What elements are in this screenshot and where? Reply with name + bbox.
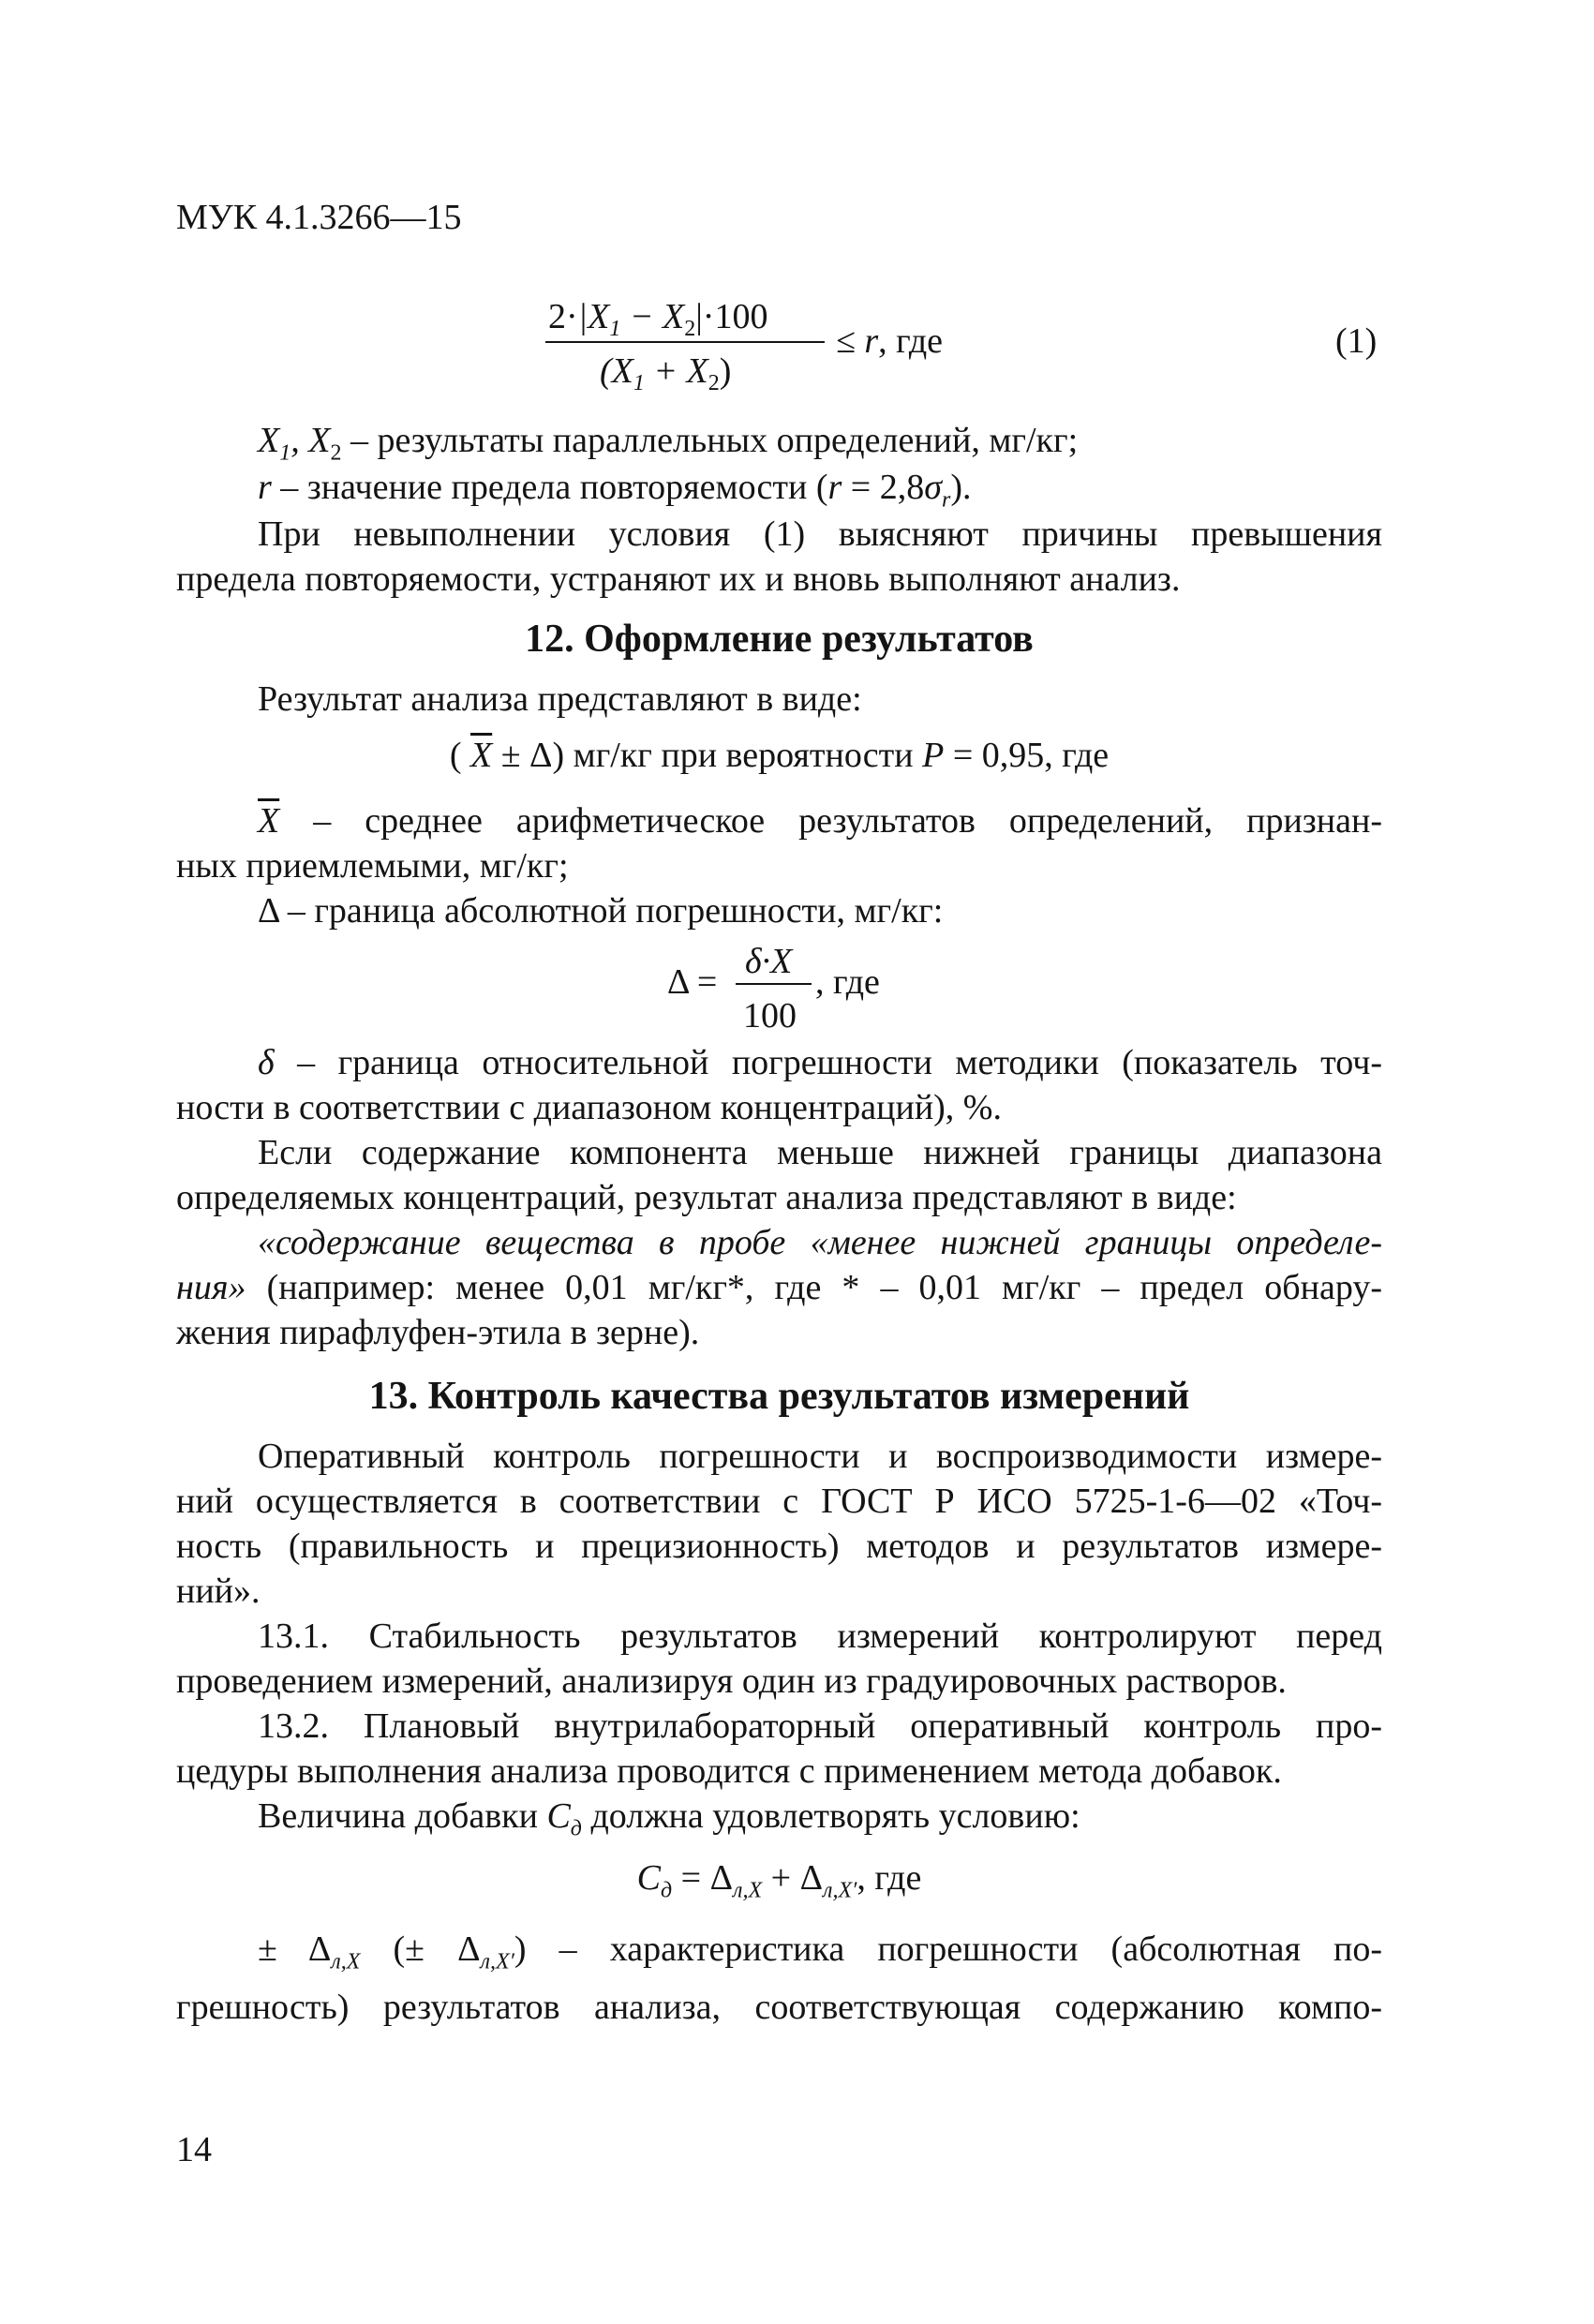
paragraph-line: Если содержание компонента меньше нижней границы диапазона bbox=[258, 1133, 1382, 1172]
section-heading-13: 13. Контроль качества результатов измерений bbox=[368, 1375, 1190, 1418]
paragraph-line: проведением измерений, анализируя один из градуировочных растворов. bbox=[176, 1661, 1287, 1701]
paragraph-line: ности в соответствии с диапазоном концентраций), %. bbox=[176, 1088, 1002, 1127]
svg-text:(X1 + X2): $(X_1 + X_2)$ bbox=[600, 351, 732, 394]
result-intro: Результат анализа представляют в виде: bbox=[258, 679, 862, 719]
paragraph-line: При невыполнении условия (1) выясняют причины превышения bbox=[258, 514, 1382, 554]
paragraph-line: ний». bbox=[176, 1572, 261, 1611]
paragraph-line: «содержание вещества в пробе «менее нижней границы определе- bbox=[258, 1223, 1382, 1262]
result-form: ( $\overline{X} \pm \Delta$) мг/кг при вероятности P = 0,95, где bbox=[449, 736, 1110, 775]
definition-delta-rel: δ – граница относительной погрешности методики (показатель точ- bbox=[258, 1043, 1382, 1082]
paragraph-line: ность (правильность и прецизионность) методов и результатов измере- bbox=[176, 1527, 1382, 1566]
paragraph-line: цедуры выполнения анализа проводится с применением метода добавок. bbox=[176, 1751, 1282, 1791]
definition-xbar: $\overline{X}$ – среднее арифметическое результатов определений, признан- bbox=[258, 801, 1382, 841]
paragraph-line: Величина добавки $C_д$ должна удовлетворять условию: bbox=[258, 1796, 1080, 1841]
paragraph-line: грешность) результатов анализа, соответствующая содержанию компо- bbox=[176, 1988, 1382, 2027]
svg-text:, где: , где bbox=[815, 962, 880, 1002]
paragraph-line: предела повторяемости, устраняют их и вновь выполняют анализ. bbox=[176, 559, 1181, 599]
formula-additive: $C_д = \Delta_{л,X} + \Delta_{л,X'}$, где bbox=[636, 1858, 922, 1903]
paragraph-line: 13.2. Плановый внутрилабораторный оперативный контроль про- bbox=[258, 1706, 1382, 1746]
definition-x1-x2: $X_1$, $X_2$ – результаты параллельных определений, мг/кг; bbox=[258, 421, 1079, 466]
svg-text:2·|X1 − X2|·100: $2\cdot|X_1 - X_2|\cdot 100$ bbox=[548, 297, 768, 341]
paragraph-line: определяемых концентраций, результат анализа представляют в виде: bbox=[176, 1178, 1237, 1217]
formula-delta bbox=[0, 937, 1594, 1040]
svg-text:Δ =: Δ = bbox=[667, 962, 718, 1002]
paragraph-line: ний осуществляется в соответствии с ГОСТ Р ИСО 5725-1-6—02 «Точ- bbox=[176, 1482, 1382, 1521]
paragraph-line: Оперативный контроль погрешности и воспроизводимости измере- bbox=[258, 1437, 1382, 1476]
section-heading-12: 12. Оформление результатов bbox=[525, 618, 1034, 661]
svg-text:δ·X: δ·X bbox=[745, 942, 793, 981]
document-code: МУК 4.1.3266—15 bbox=[176, 198, 462, 237]
paragraph-line: жения пирафлуфен-этила в зерне). bbox=[176, 1313, 700, 1352]
svg-text:100: 100 bbox=[743, 996, 797, 1035]
paragraph-line: ния» (например: менее 0,01 мг/кг*, где * – 0,01 мг/кг – предел обнару- bbox=[176, 1268, 1382, 1307]
definition-characteristic: ± $\Delta_{л,X}$ (± $\Delta_{л,X'}$) – характеристика погрешности (абсолютная по- bbox=[258, 1929, 1382, 1974]
definition-r: r – значение предела повторяемости $(r = 2,8\sigma_r)$. bbox=[258, 468, 972, 513]
formula-repeatability bbox=[0, 281, 1594, 394]
paragraph-line: ных приемлемыми, мг/кг; bbox=[176, 846, 569, 886]
definition-delta: Δ – граница абсолютной погрешности, мг/кг: bbox=[258, 891, 944, 931]
svg-text:≤ r, где: ≤ r, где bbox=[836, 321, 944, 361]
svg-text:(1): (1) bbox=[1335, 321, 1378, 361]
paragraph-line: 13.1. Стабильность результатов измерений контролируют перед bbox=[258, 1616, 1382, 1656]
page-number: 14 bbox=[176, 2130, 212, 2169]
